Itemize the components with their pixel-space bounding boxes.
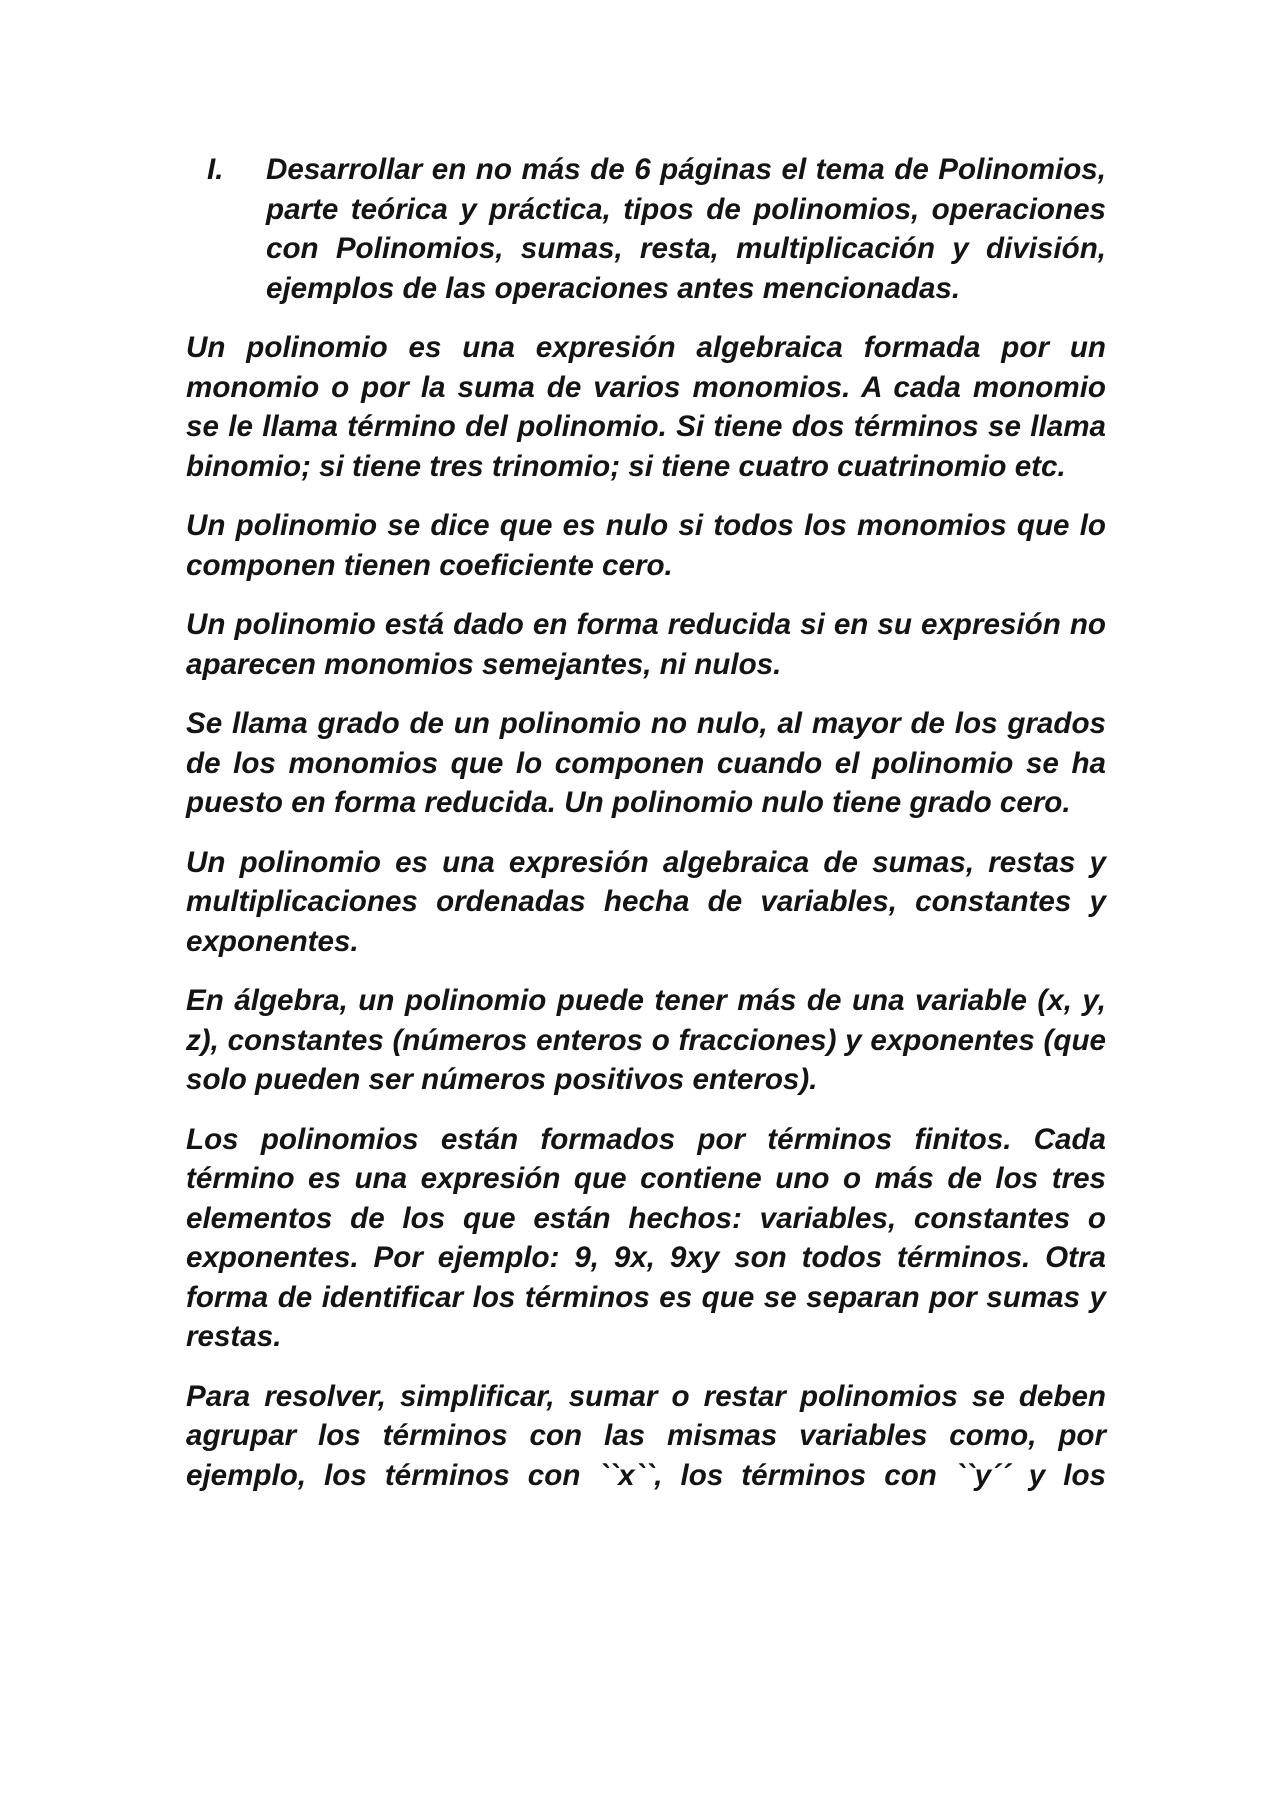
paragraph-grado: Se llama grado de un polinomio no nulo, al mayor de los grados de los monomios que lo componen cuando el polinomio se ha puesto en forma reducida. Un polinomio nulo tiene grado cero. (186, 707, 1106, 819)
list-marker: I. (207, 153, 224, 186)
paragraph-forma-reducida: Un polinomio está dado en forma reducida si en su expresión no aparecen monomios semejantes, ni nulos. (186, 608, 1106, 681)
paragraph-terminos: Los polinomios están formados por términos finitos. Cada término es una expresión que contiene uno o más de los tres elementos de los que están hechos: variables, constantes o exponentes. Por ejemplo: 9, 9x, 9xy son todos términos. Otra forma de identificar los términos es que se separan por sumas y restas. (186, 1122, 1106, 1353)
paragraph-resolver-polinomios: Para resolver, simplificar, sumar o restar polinomios se deben agrupar los términos con las mismas variables como, por ejemplo, los términos con ``x``, los términos con ``y´´ y los (186, 1379, 1106, 1492)
document-body (186, 150, 1106, 1515)
paragraph-variables-algebra: En álgebra, un polinomio puede tener más de una variable (x, y, z), constantes (números enteros o fracciones) y exponentes (que solo pueden ser números positivos enteros). (186, 984, 1106, 1096)
list-item-text: Desarrollar en no más de 6 páginas el tema de Polinomios, parte teórica y práctica, tipos de polinomios, operaciones con Polinomios, sumas, resta, multiplicación y división, ejemplos de las operaciones antes mencionadas. (266, 153, 1106, 305)
paragraph-expresion-algebraica: Un polinomio es una expresión algebraica de sumas, restas y multiplicaciones ordenadas hecha de variables, constantes y exponentes. (186, 845, 1106, 958)
numbered-list-item (186, 150, 1106, 308)
paragraph-polinomio-definicion: Un polinomio es una expresión algebraica formada por un monomio o por la suma de varios monomios. A cada monomio se le llama término del polinomio. Si tiene dos términos se llama binomio; si tiene tres trinomio; si tiene cuatro cuatrinomio etc. (186, 331, 1106, 483)
paragraph-polinomio-nulo: Un polinomio se dice que es nulo si todos los monomios que lo componen tienen coeficiente cero. (186, 509, 1106, 582)
list-item-body (266, 150, 1106, 308)
